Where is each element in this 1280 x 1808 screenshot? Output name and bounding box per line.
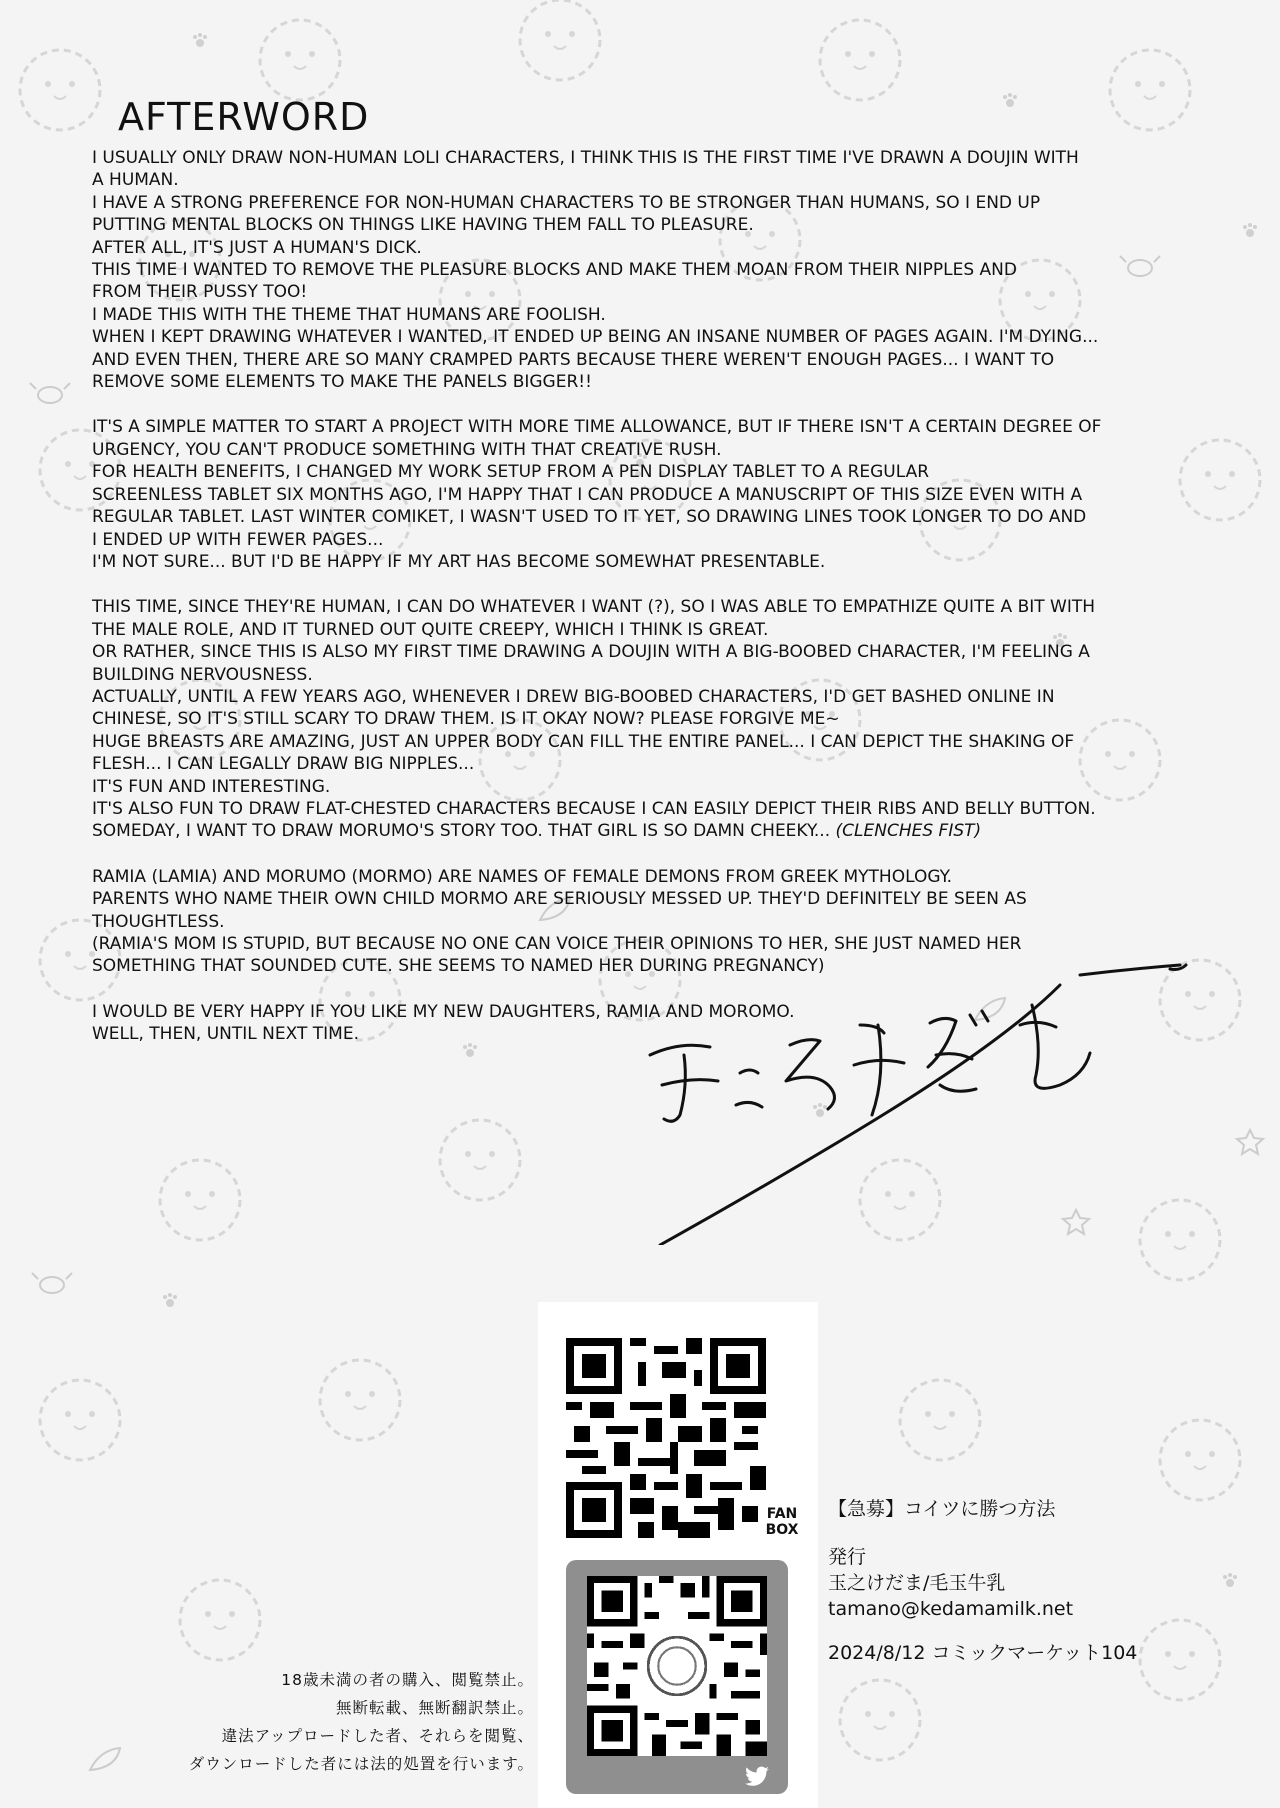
text-line: I HAVE A STRONG PREFERENCE FOR NON-HUMAN CHARACTERS TO BE STRONGER THAN HUMANS, SO I END UP [92,192,1041,213]
text-line: THOUGHTLESS. [92,911,225,932]
text-line: FOR HEALTH BENEFITS, I CHANGED MY WORK SETUP FROM A PEN DISPLAY TABLET TO A REGULAR [92,462,930,483]
publisher-name: 玉之けだま/毛玉牛乳 [828,1572,1006,1594]
text-line: THE MALE ROLE, AND IT TURNED OUT QUITE CREEPY, WHICH I THINK IS GREAT. [92,619,769,640]
text-line: REMOVE SOME ELEMENTS TO MAKE THE PANELS BIGGER!! [92,372,592,393]
notice-line: ダウンロードした者には法的処置を行います。 [188,1755,534,1773]
text-line: THIS TIME I WANTED TO REMOVE THE PLEASURE BLOCKS AND MAKE THEM MOAN FROM THEIR NIPPLES AND [92,260,1017,281]
book-title: 【急募】コイツに勝つ方法 [828,1498,1056,1520]
text-line: I'M NOT SURE... BUT I'D BE HAPPY IF MY ART HAS BECOME SOMEWHAT PRESENTABLE. [92,551,826,572]
qr-code-card [538,1302,818,1808]
text-line: WELL, THEN, UNTIL NEXT TIME. [92,1024,359,1045]
twitter-bird-icon [744,1766,770,1788]
fanbox-label-line-1: FAN [766,1506,798,1522]
notice-line: 無断転載、無断翻訳禁止。 [335,1699,534,1717]
text-line: I USUALLY ONLY DRAW NON-HUMAN LOLI CHARACTERS, I THINK THIS IS THE FIRST TIME I'VE DRAWN A DOUJIN WITH [92,148,1079,168]
text-line: BUILDING NERVOUSNESS. [92,664,313,685]
twitter-qr-frame [566,1560,788,1794]
paragraph-2 [92,416,1212,573]
text-line: PARENTS WHO NAME THEIR OWN CHILD MORMO ARE SERIOUSLY MESSED UP. THEY'D DEFINITELY BE SEEN AS [92,889,1027,910]
page-title: AFTERWORD [118,95,370,140]
text-line: SCREENLESS TABLET SIX MONTHS AGO, I'M HAPPY THAT I CAN PRODUCE A MANUSCRIPT OF THIS SIZE EVEN WITH A [92,484,1083,505]
notice-line: 違法アップロードした者、それらを閲覧、 [221,1727,534,1745]
text-line: A HUMAN. [92,170,179,191]
text-line: I WOULD BE VERY HAPPY IF YOU LIKE MY NEW DAUGHTERS, RAMIA AND MOROMO. [92,1001,795,1022]
contact-email: tamano@kedamamilk.net [828,1598,1074,1620]
text-line: REGULAR TABLET. LAST WINTER COMIKET, I WASN'T USED TO IT YET, SO DRAWING LINES TOOK LONGER TO DO AND [92,507,1087,528]
text-line: IT'S ALSO FUN TO DRAW FLAT-CHESTED CHARACTERS BECAUSE I CAN EASILY DEPICT THEIR RIBS AND BELLY BUTTON. [92,798,1096,819]
text-line: FROM THEIR PUSSY TOO! [92,282,308,303]
fanbox-logo [754,1506,810,1538]
text-line: OR RATHER, SINCE THIS IS ALSO MY FIRST TIME DRAWING A DOUJIN WITH A BIG-BOOBED CHARACTER, I'M FEELING A [92,642,1090,663]
text-line: IT'S FUN AND INTERESTING. [92,776,331,797]
text-line: THIS TIME, SINCE THEY'RE HUMAN, I CAN DO WHATEVER I WANT (?), SO I WAS ABLE TO EMPATHIZE QUITE A BIT WITH [92,597,1096,618]
text-line: I MADE THIS WITH THE THEME THAT HUMANS ARE FOOLISH. [92,304,606,325]
text-line: PUTTING MENTAL BLOCKS ON THINGS LIKE HAVING THEM FALL TO PLEASURE. [92,215,754,236]
text-line: I ENDED UP WITH FEWER PAGES... [92,529,384,550]
text-line: SOMETHING THAT SOUNDED CUTE. SHE SEEMS TO NAMED HER DURING PREGNANCY) [92,956,825,977]
text-line: RAMIA (LAMIA) AND MORUMO (MORMO) ARE NAMES OF FEMALE DEMONS FROM GREEK MYTHOLOGY. [92,866,953,887]
text-line: AND EVEN THEN, THERE ARE SO MANY CRAMPED PARTS BECAUSE THERE WEREN'T ENOUGH PAGES... I WANT TO [92,349,1055,370]
legal-notice [40,1666,534,1778]
publisher-label: 発行 [828,1546,867,1568]
fanbox-label-line-2: BOX [765,1522,799,1538]
colophon-spacer [828,1622,1137,1640]
colophon [828,1496,1137,1666]
release-info: 2024/8/12 コミックマーケット104 [828,1642,1138,1664]
fanbox-qr-code[interactable] [566,1338,766,1538]
paragraph-3 [92,596,1212,842]
colophon-spacer [828,1522,1137,1544]
text-line: FLESH... I CAN LEGALLY DRAW BIG NIPPLES... [92,754,475,775]
text-line: AFTER ALL, IT'S JUST A HUMAN'S DICK. [92,237,422,258]
text-line [92,820,1212,842]
signature [640,945,1200,1245]
italic-aside: (CLENCHES FIST) [835,821,982,842]
text-line: (RAMIA'S MOM IS STUPID, BUT BECAUSE NO ONE CAN VOICE THEIR OPINIONS TO HER, SHE JUST NAMED HER [92,934,1022,954]
text-line: WHEN I KEPT DRAWING WHATEVER I WANTED, IT ENDED UP BEING AN INSANE NUMBER OF PAGES AGAIN. I'M DYING... [92,327,1099,348]
text-line: CHINESE, SO IT'S STILL SCARY TO DRAW THEM. IS IT OKAY NOW? PLEASE FORGIVE ME~ [92,709,840,730]
afterword-body [92,147,1212,1069]
twitter-qr-code[interactable] [587,1576,767,1756]
text-line: URGENCY, YOU CAN'T PRODUCE SOMETHING WITH THAT CREATIVE RUSH. [92,439,722,460]
paragraph-1 [92,147,1212,393]
text-line: IT'S A SIMPLE MATTER TO START A PROJECT WITH MORE TIME ALLOWANCE, BUT IF THERE ISN'T A CERTAIN DEGREE OF [92,417,1102,438]
text-line: HUGE BREASTS ARE AMAZING, JUST AN UPPER BODY CAN FILL THE ENTIRE PANEL... I CAN DEPICT THE SHAKING OF [92,731,1075,752]
notice-line: 18歳未満の者の購入、閲覧禁止。 [281,1671,534,1689]
text-line: ACTUALLY, UNTIL A FEW YEARS AGO, WHENEVER I DREW BIG-BOOBED CHARACTERS, I'D GET BASHED ONLINE IN [92,686,1055,707]
text-line-part: SOMEDAY, I WANT TO DRAW MORUMO'S STORY TOO. THAT GIRL IS SO DAMN CHEEKY... [92,821,831,842]
